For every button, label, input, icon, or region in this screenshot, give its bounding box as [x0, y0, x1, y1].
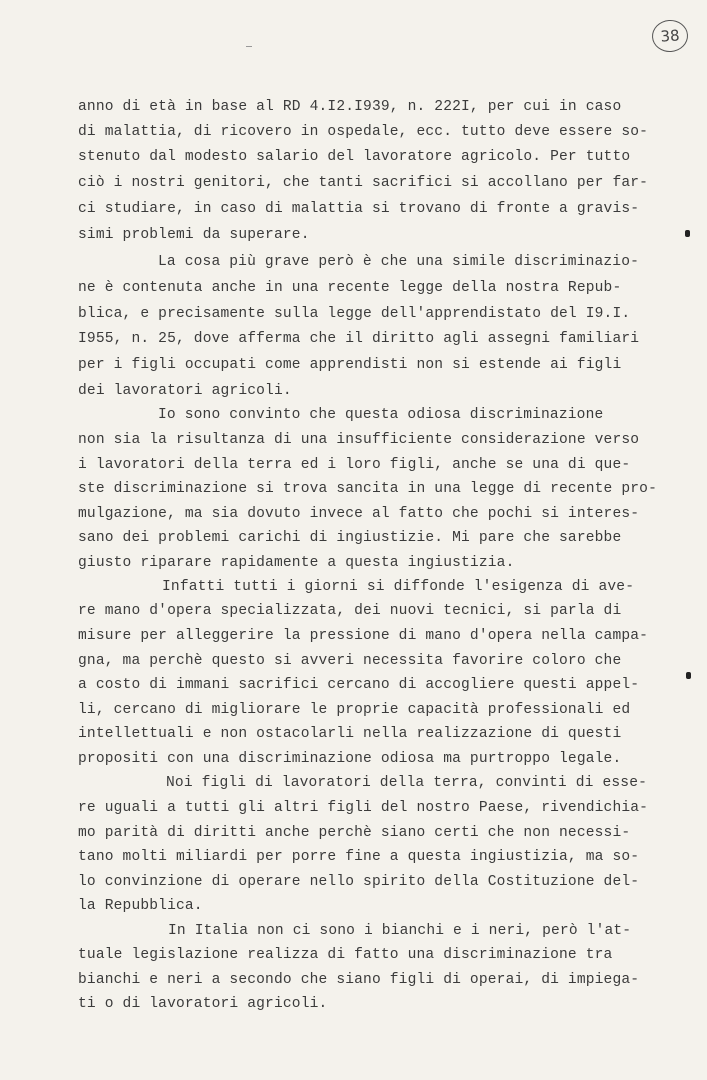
- text-line: giusto riparare rapidamente a questa ingiustizia.: [78, 555, 515, 571]
- text-line: ti o di lavoratori agricoli.: [78, 996, 328, 1012]
- text-line: anno di età in base al RD 4.I2.I939, n. 222I, per cui in caso: [78, 99, 622, 115]
- text-line: per i figli occupati come apprendisti non si estende ai figli: [78, 357, 622, 373]
- text-line: li, cercano di migliorare le proprie capacità professionali ed: [78, 702, 631, 718]
- text-line: la Repubblica.: [78, 898, 203, 914]
- text-line: a costo di immani sacrifici cercano di accogliere questi appel-: [78, 677, 640, 693]
- text-line: Infatti tutti i giorni si diffonde l'esigenza di ave-: [162, 579, 635, 595]
- text-line: dei lavoratori agricoli.: [78, 383, 292, 399]
- text-line: blica, e precisamente sulla legge dell'apprendistato del I9.I.: [78, 306, 631, 322]
- text-line: intellettuali e non ostacolarli nella realizzazione di questi: [78, 726, 622, 742]
- text-line: La cosa più grave però è che una simile discriminazio-: [158, 254, 640, 270]
- text-line: tano molti miliardi per porre fine a questa ingiustizia, ma so-: [78, 849, 640, 865]
- text-line: ciò i nostri genitori, che tanti sacrifici si accollano per far-: [78, 175, 649, 191]
- text-line: ste discriminazione si trova sancita in una legge di recente pro-: [78, 481, 657, 497]
- text-line: propositi con una discriminazione odiosa ma purtroppo legale.: [78, 751, 622, 767]
- page-number-stamp: 38: [651, 19, 689, 53]
- text-line: i lavoratori della terra ed i loro figli, anche se una di que-: [78, 457, 631, 473]
- text-line: misure per alleggerire la pressione di mano d'opera nella campa-: [78, 628, 649, 644]
- text-line: lo convinzione di operare nello spirito della Costituzione del-: [78, 874, 640, 890]
- text-line: ci studiare, in caso di malattia si trovano di fronte a gravis-: [78, 201, 640, 217]
- text-line: simi problemi da superare.: [78, 227, 310, 243]
- text-line: mulgazione, ma sia dovuto invece al fatto che pochi si interes-: [78, 506, 640, 522]
- text-line: In Italia non ci sono i bianchi e i neri, però l'at-: [168, 923, 632, 939]
- text-line: re mano d'opera specializzata, dei nuovi tecnici, si parla di: [78, 603, 622, 619]
- text-line: non sia la risultanza di una insufficiente considerazione verso: [78, 432, 640, 448]
- text-line: Noi figli di lavoratori della terra, convinti di esse-: [166, 775, 648, 791]
- text-line: di malattia, di ricovero in ospedale, ecc. tutto deve essere so-: [78, 124, 649, 140]
- text-line: re uguali a tutti gli altri figli del nostro Paese, rivendichia-: [78, 800, 649, 816]
- text-line: ne è contenuta anche in una recente legge della nostra Repub-: [78, 280, 622, 296]
- text-line: bianchi e neri a secondo che siano figli di operai, di impiega-: [78, 972, 640, 988]
- text-line: I955, n. 25, dove afferma che il diritto agli assegni familiari: [78, 331, 640, 347]
- text-line: tuale legislazione realizza di fatto una discriminazione tra: [78, 947, 613, 963]
- text-line: gna, ma perchè questo si avveri necessita favorire coloro che: [78, 653, 622, 669]
- text-line: Io sono convinto che questa odiosa discriminazione: [158, 407, 604, 423]
- text-line: mo parità di diritti anche perchè siano certi che non necessi-: [78, 825, 631, 841]
- text-line: stenuto dal modesto salario del lavoratore agricolo. Per tutto: [78, 149, 631, 165]
- text-line: sano dei problemi carichi di ingiustizie. Mi pare che sarebbe: [78, 530, 622, 546]
